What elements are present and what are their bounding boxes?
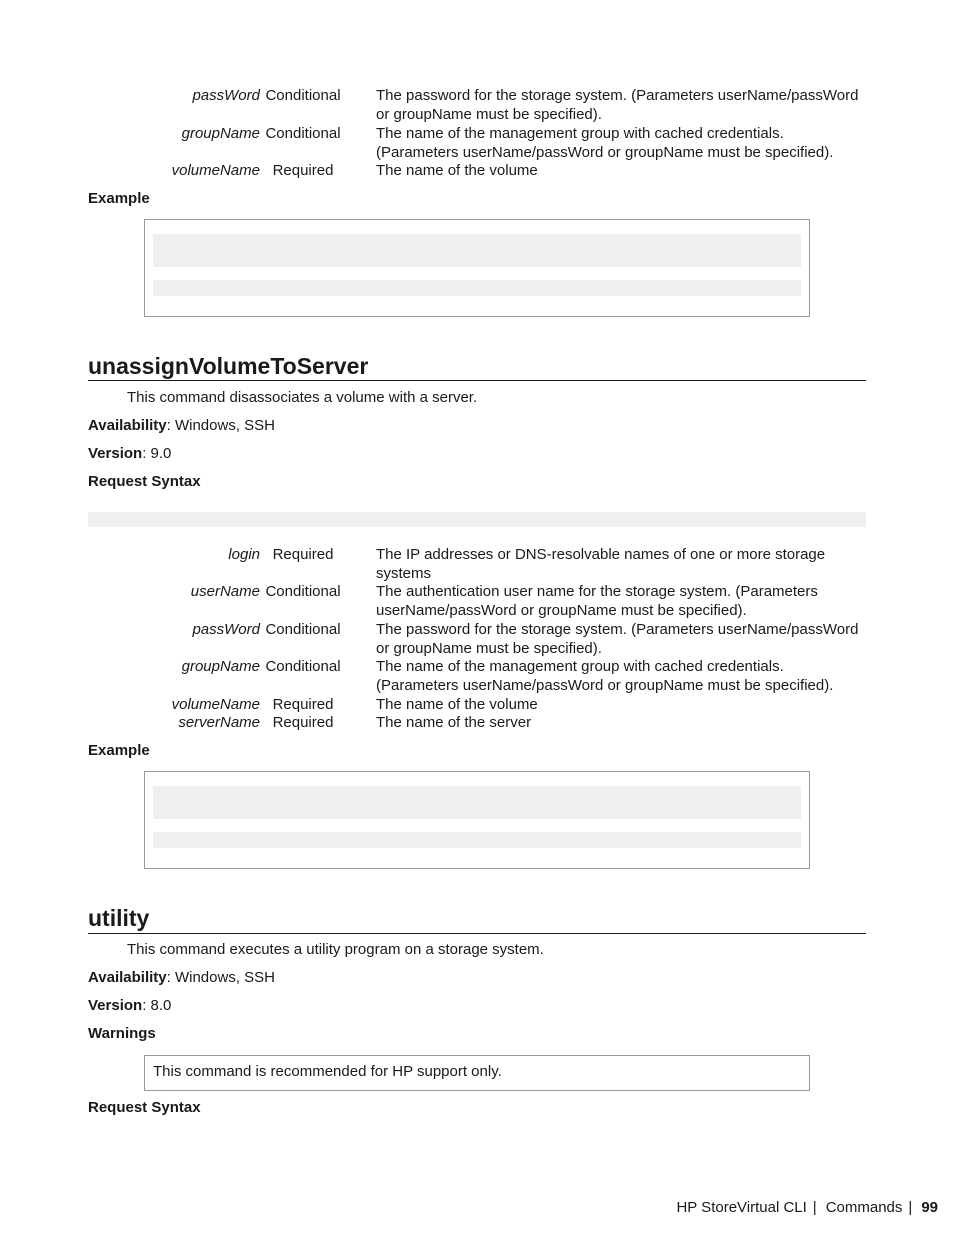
section-title: utility [88, 905, 150, 931]
param-requirement: Required [272, 696, 334, 713]
availability-line [88, 968, 275, 987]
param-name: passWord [192, 87, 260, 104]
param-description: The name of the volume [376, 162, 538, 179]
param-description: The name of the server [376, 714, 532, 731]
param-row [88, 124, 866, 161]
version-label: Version [88, 445, 143, 462]
param-requirement: Conditional [265, 125, 341, 142]
availability-line [88, 416, 275, 435]
param-row [88, 86, 866, 123]
param-name: groupName [181, 658, 260, 675]
section-intro: This command executes a utility program on a storage system. [127, 941, 544, 958]
param-description: The IP addresses or DNS-resolvable names of one or more storage systems [376, 546, 826, 582]
footer-doc-title: HP StoreVirtual CLI [676, 1199, 807, 1216]
code-line-block [153, 234, 801, 267]
param-row [88, 161, 866, 180]
param-requirement: Conditional [265, 658, 341, 675]
availability-label: Availability [88, 969, 167, 986]
param-requirement: Conditional [265, 621, 341, 638]
version-value: : 9.0 [142, 445, 172, 462]
availability-value: : Windows, SSH [166, 969, 276, 986]
param-requirement: Required [272, 162, 334, 179]
param-row [88, 582, 866, 619]
availability-value: : Windows, SSH [166, 417, 276, 434]
param-description: The password for the storage system. (Parameters userName/passWord or groupName must be specified). [376, 87, 859, 123]
param-name: serverName [178, 714, 260, 731]
example-heading: Example [88, 742, 150, 759]
footer-separator: | [812, 1199, 817, 1216]
version-line [88, 996, 171, 1015]
section-intro: This command disassociates a volume with a server. [127, 389, 478, 406]
param-name: userName [190, 583, 260, 600]
page-footer [676, 1198, 938, 1217]
availability-label: Availability [88, 417, 167, 434]
param-name: groupName [181, 125, 260, 142]
param-row [88, 657, 866, 694]
param-description: The name of the management group with cached credentials. (Parameters userName/passWord or groupName must be specified). [376, 125, 834, 161]
param-description: The authentication user name for the storage system. (Parameters userName/passWord or groupName must be specified). [376, 583, 818, 619]
version-value: : 8.0 [142, 997, 172, 1014]
page-number: 99 [921, 1199, 938, 1216]
warning-box [144, 1055, 810, 1091]
param-requirement: Conditional [265, 87, 341, 104]
param-row [88, 713, 866, 732]
example-code-box [144, 771, 810, 869]
param-description: The name of the volume [376, 696, 538, 713]
code-line-block [153, 832, 801, 848]
param-requirement: Conditional [265, 583, 341, 600]
param-row [88, 695, 866, 714]
example-code-box [144, 219, 810, 317]
param-row [88, 545, 866, 582]
request-syntax-heading: Request Syntax [88, 473, 201, 490]
param-name: login [228, 546, 260, 563]
request-syntax-code [88, 512, 866, 527]
footer-chapter: Commands [825, 1199, 903, 1216]
param-description: The password for the storage system. (Parameters userName/passWord or groupName must be specified). [376, 621, 859, 657]
version-label: Version [88, 997, 143, 1014]
param-name: passWord [192, 621, 260, 638]
param-name: volumeName [171, 162, 260, 179]
param-requirement: Required [272, 714, 334, 731]
request-syntax-heading: Request Syntax [88, 1099, 201, 1116]
code-line-block [153, 786, 801, 819]
param-requirement: Required [272, 546, 334, 563]
code-line-block [153, 280, 801, 296]
warning-text: This command is recommended for HP support only. [153, 1063, 502, 1080]
section-title: unassignVolumeToServer [88, 353, 369, 379]
footer-separator: | [908, 1199, 913, 1216]
section-rule [88, 933, 866, 934]
example-heading: Example [88, 190, 150, 207]
param-description: The name of the management group with cached credentials. (Parameters userName/passWord or groupName must be specified). [376, 658, 834, 694]
param-row [88, 620, 866, 657]
warnings-heading: Warnings [88, 1025, 156, 1042]
param-name: volumeName [171, 696, 260, 713]
version-line [88, 444, 171, 463]
section-rule [88, 380, 866, 381]
